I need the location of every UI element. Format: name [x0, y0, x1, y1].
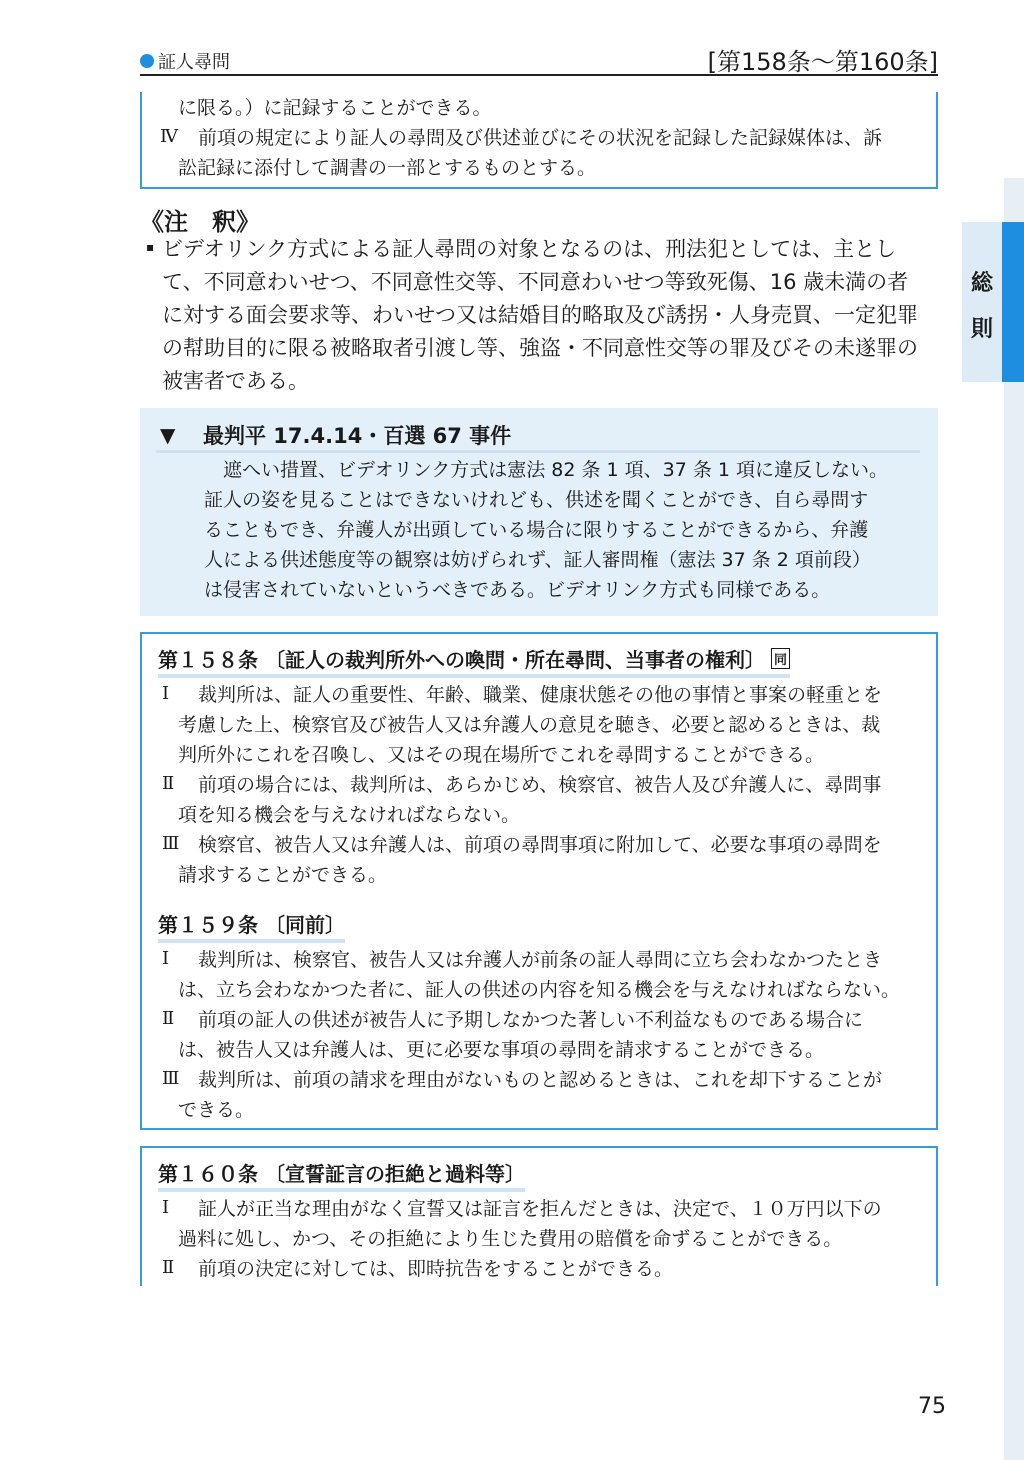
section-label: [140, 48, 230, 74]
text-line: は、被告人又は弁護人は、更に必要な事項の尋問を請求することができる。: [178, 1039, 825, 1061]
divider: [156, 450, 920, 453]
text-line: 過料に処し、かつ、その拒絶により生じた費用の賠償を命ずることができる。: [178, 1228, 843, 1250]
article-title-text: 第１５８条 〔証人の裁判所外への喚問・所在尋問、当事者の権利〕: [158, 648, 765, 672]
page-number: 75: [918, 1394, 946, 1419]
text-line: できる。: [178, 1099, 255, 1121]
text-line: 裁判所は、前項の請求を理由がないものと認めるときは、これを却下することが: [198, 1069, 883, 1091]
bullet-dot-icon: [140, 54, 154, 68]
text-line: に限る。）に記録することができる。: [178, 97, 492, 119]
note-line: ビデオリンク方式による証人尋問の対象となるのは、刑法犯としては、主とし: [162, 237, 897, 261]
case-line: ることもでき、弁護人が出頭している場合に限りすることができるから、弁護: [204, 519, 869, 541]
notes-heading: 《注 釈》: [140, 208, 260, 236]
page-header: [140, 40, 938, 76]
chapter-tab: [962, 222, 1002, 382]
text-line: 訟記録に添付して調書の一部とするものとする。: [178, 157, 597, 179]
text-line: 前項の決定に対しては、即時抗告をすることができる。: [198, 1258, 674, 1280]
text-line: 項を知る機会を与えなければならない。: [178, 804, 521, 826]
text-line: 判所外にこれを召喚し、又はその現在場所でこれを尋問することができる。: [178, 744, 825, 766]
paragraph-number: Ⅰ: [162, 683, 170, 704]
article-title-158: [158, 644, 790, 678]
note-line: の幇助目的に限る被略取者引渡し等、強盗・不同意性交等の罪及びその未遂罪の: [162, 336, 918, 360]
text-line: 請求することができる。: [178, 864, 388, 886]
paragraph-number: Ⅱ: [162, 1257, 175, 1278]
note-line: 被害者である。: [162, 369, 309, 393]
reference-icon: 同: [771, 648, 790, 669]
article-title-159: 第１５９条 〔同前〕: [158, 909, 345, 943]
text-line: 裁判所は、検察官、被告人又は弁護人が前条の証人尋問に立ち会わなかつたとき: [198, 949, 883, 971]
paragraph-number: Ⅱ: [162, 1008, 175, 1029]
case-line: 遮へい措置、ビデオリンク方式は憲法 82 条 1 項、37 条 1 項に違反しない。: [204, 459, 889, 481]
section-name: 証人尋問: [158, 52, 230, 73]
case-line: 証人の姿を見ることはできないけれども、供述を聞くことができ、自ら尋問す: [204, 489, 869, 511]
note-bullet-icon: ▪: [146, 240, 155, 254]
article-title-160: 第１６０条 〔宣誓証言の拒絶と過料等〕: [158, 1158, 525, 1192]
triangle-down-icon: ▼: [160, 423, 176, 447]
paragraph-number: Ⅳ: [160, 126, 178, 147]
article-range: [第158条～第160条]: [707, 48, 938, 76]
chapter-tab-char: 則: [970, 317, 993, 342]
paragraph-number: Ⅰ: [162, 1197, 170, 1218]
text-line: は、立ち会わなかつた者に、証人の供述の内容を知る機会を与えなければならない。: [178, 979, 901, 1001]
case-title: 最判平 17.4.14・百選 67 事件: [203, 424, 512, 448]
chapter-tab-bar: [1002, 222, 1024, 382]
paragraph-number: Ⅱ: [162, 773, 175, 794]
text-line: 前項の場合には、裁判所は、あらかじめ、検察官、被告人及び弁護人に、尋問事: [198, 774, 882, 796]
text-line: 検察官、被告人又は弁護人は、前項の尋問事項に附加して、必要な事項の尋問を: [198, 834, 882, 856]
paragraph-number: Ⅲ: [162, 833, 180, 854]
note-line: に対する面会要求等、わいせつ又は結婚目的略取及び誘拐・人身売買、一定犯罪: [162, 303, 918, 327]
text-line: 前項の規定により証人の尋問及び供述並びにその状況を記録した記録媒体は、訴: [198, 127, 883, 149]
paragraph-number: Ⅲ: [162, 1068, 180, 1089]
note-line: て、不同意わいせつ、不同意性交等、不同意わいせつ等致死傷、16 歳未満の者: [162, 270, 909, 294]
case-line: 人による供述態度等の観察は妨げられず、証人審問権（憲法 37 条 2 項前段）: [204, 549, 871, 571]
text-line: 証人が正当な理由がなく宣誓又は証言を拒んだときは、決定で、１０万円以下の: [198, 1198, 882, 1220]
case-line: は侵害されていないというべきである。ビデオリンク方式も同様である。: [204, 579, 831, 601]
text-line: 考慮した上、検察官及び被告人又は弁護人の意見を聴き、必要と認めるときは、裁: [178, 714, 881, 736]
text-line: 前項の証人の供述が被告人に予期しなかつた著しい不利益なものである場合に: [198, 1009, 864, 1031]
chapter-tab-char: 総: [970, 271, 993, 296]
text-line: 裁判所は、証人の重要性、年齢、職業、健康状態その他の事情と事案の軽重とを: [198, 684, 883, 706]
paragraph-number: Ⅰ: [162, 948, 170, 969]
